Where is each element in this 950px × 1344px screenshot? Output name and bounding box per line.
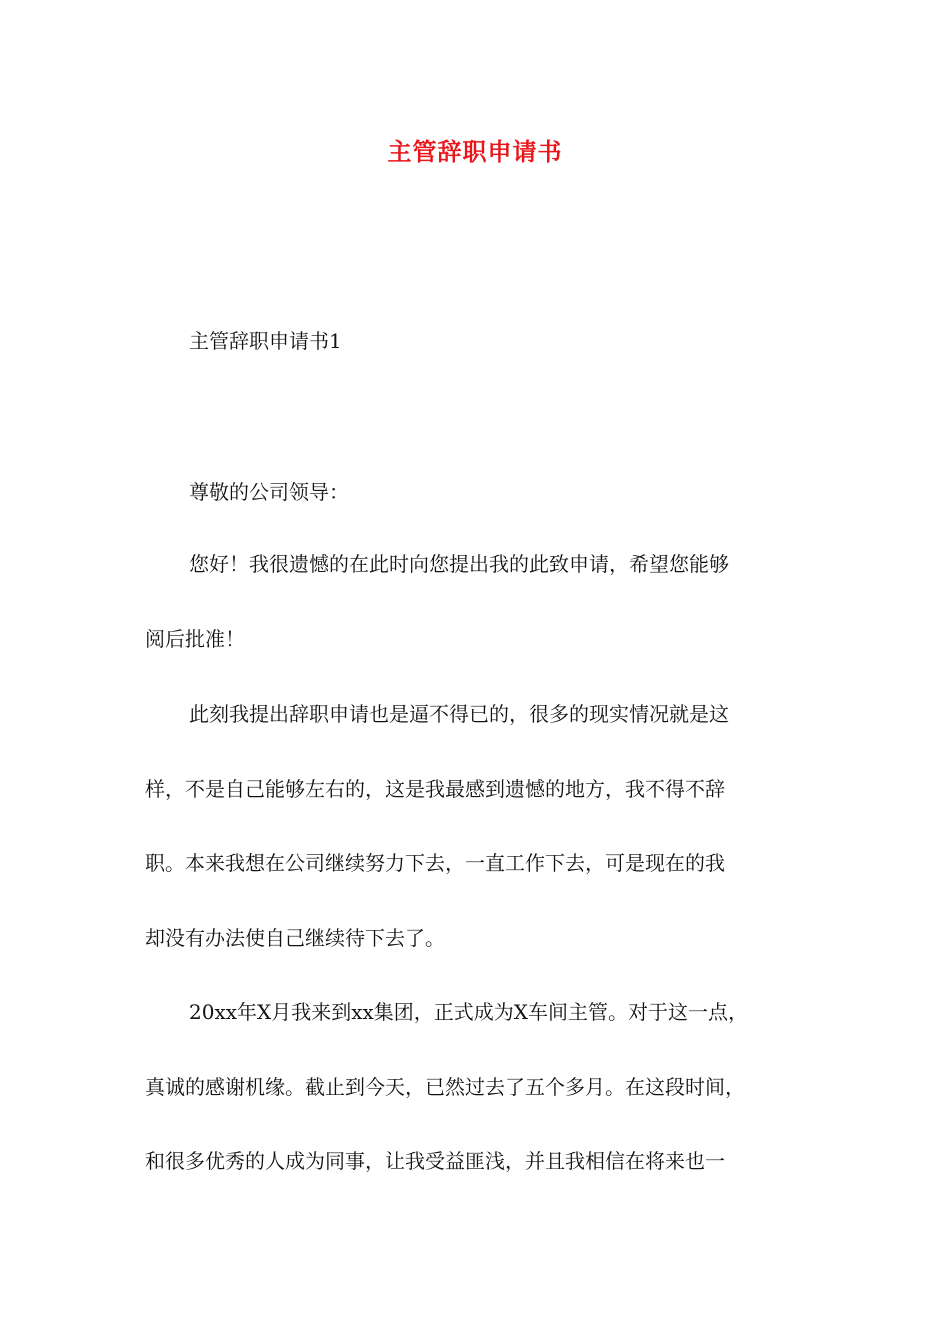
paragraph-line: 20xx年X月我来到xx集团，正式成为X车间主管。对于这一点， [189,1000,749,1024]
salutation: 尊敬的公司领导： [189,480,349,504]
document-title: 主管辞职申请书 [387,138,563,166]
section-heading: 主管辞职申请书1 [189,329,342,353]
paragraph-line: 阅后批准！ [145,627,245,651]
paragraph-line: 却没有办法使自己继续待下去了。 [145,926,445,950]
paragraph-line: 和很多优秀的人成为同事，让我受益匪浅，并且我相信在将来也一 [145,1149,725,1173]
paragraph-line: 真诚的感谢机缘。截止到今天，已然过去了五个多月。在这段时间， [145,1075,745,1099]
paragraph-line: 此刻我提出辞职申请也是逼不得已的，很多的现实情况就是这 [189,702,729,726]
paragraph-line: 您好！我很遗憾的在此时向您提出我的此致申请，希望您能够 [189,552,729,576]
paragraph-line: 职。本来我想在公司继续努力下去，一直工作下去，可是现在的我 [145,851,725,875]
paragraph-line: 样，不是自己能够左右的，这是我最感到遗憾的地方，我不得不辞 [145,777,725,801]
